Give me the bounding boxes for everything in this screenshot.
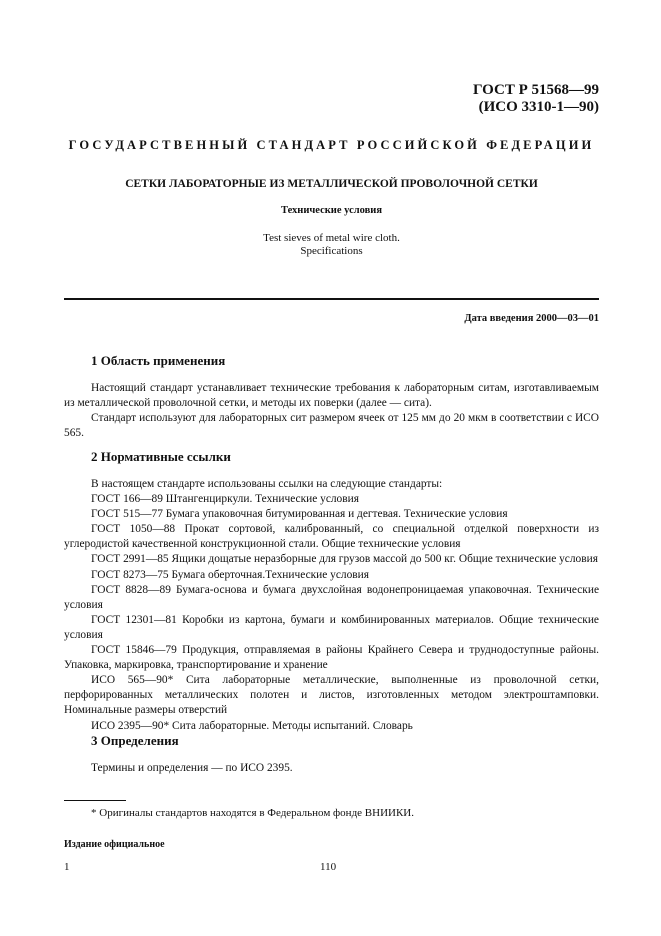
reference-item: ГОСТ 15846—79 Продукция, отправляемая в районы Крайнего Севера и труднодоступные районы. Упаковка, маркировка, транспортирование и хранение: [64, 644, 599, 672]
section-body-normative-references: [64, 477, 599, 734]
english-title-line-2: Specifications: [300, 245, 363, 257]
standard-band: ГОСУДАРСТВЕННЫЙ СТАНДАРТ РОССИЙСКОЙ ФЕДЕРАЦИИ: [68, 138, 595, 152]
reference-item: ГОСТ 12301—81 Коробки из картона, бумаги и комбинированных материалов. Общие технические условия: [64, 613, 599, 641]
introduction-date: Дата введения 2000—03—01: [464, 313, 599, 324]
edition-label: Издание официальное: [64, 839, 165, 850]
reference-item: ИСО 2395—90* Сита лабораторные. Методы испытаний. Словарь: [91, 719, 413, 732]
sheet-number: 1: [64, 861, 70, 873]
gost-number: ГОСТ Р 51568—99: [472, 82, 599, 98]
paragraph: Стандарт используют для лабораторных сит размером ячеек от 125 мм до 20 мкм в соответствии с ИСО 565.: [64, 412, 599, 440]
reference-item: ГОСТ 2991—85 Ящики дощатые неразборные для грузов массой до 500 кг. Общие технические условия: [91, 553, 598, 566]
section-heading-normative-references: 2 Нормативные ссылки: [91, 449, 231, 464]
section-heading-scope: 1 Область применения: [91, 353, 226, 368]
reference-item: ГОСТ 8273—75 Бумага оберточная.Технические условия: [91, 568, 369, 581]
section-body-definitions: [64, 761, 599, 776]
document-title: СЕТКИ ЛАБОРАТОРНЫЕ ИЗ МЕТАЛЛИЧЕСКОЙ ПРОВОЛОЧНОЙ СЕТКИ: [125, 178, 538, 190]
reference-item: ГОСТ 515—77 Бумага упаковочная битумированная и дегтевая. Технические условия: [91, 508, 508, 521]
paragraph: В настоящем стандарте использованы ссылки на следующие стандарты:: [91, 478, 443, 490]
english-title: [64, 232, 599, 258]
page-number: 110: [320, 861, 337, 873]
title-divider: [64, 298, 599, 300]
reference-item: ГОСТ 1050—88 Прокат сортовой, калиброванный, со специальной отделкой поверхности из углеродистой качественной конструкционной стали. Общие технические условия: [64, 523, 599, 551]
section-body-scope: [64, 381, 599, 441]
section-heading-definitions: 3 Определения: [91, 733, 179, 748]
paragraph: Термины и определения — по ИСО 2395.: [91, 762, 293, 774]
standard-code: [473, 82, 599, 116]
iso-number: (ИСО 3310-1—90): [478, 99, 599, 115]
reference-item: ГОСТ 166—89 Штангенциркули. Технические условия: [91, 493, 359, 506]
paragraph: Настоящий стандарт устанавливает технические требования к лабораторным ситам, изготавливаемым из металлической проволочной сетки, и методы их поверки (далее — сита).: [64, 382, 599, 410]
document-subtitle: Технические условия: [280, 205, 383, 216]
english-title-line-1: Test sieves of metal wire cloth.: [263, 232, 400, 244]
footnote: * Оригиналы стандартов находятся в Федеральном фонде ВНИИКИ.: [91, 807, 414, 819]
footnote-divider: [64, 800, 126, 801]
reference-item: ИСО 565—90* Сита лабораторные металлические, выполненные из проволочной сетки, перфорированных металлических полотен и листов, изготовленных методом электроштамповки. Номинальные размеры отверстий: [64, 674, 599, 717]
reference-item: ГОСТ 8828—89 Бумага-основа и бумага двухслойная водонепроницаемая упаковочная. Технические условия: [64, 583, 599, 611]
